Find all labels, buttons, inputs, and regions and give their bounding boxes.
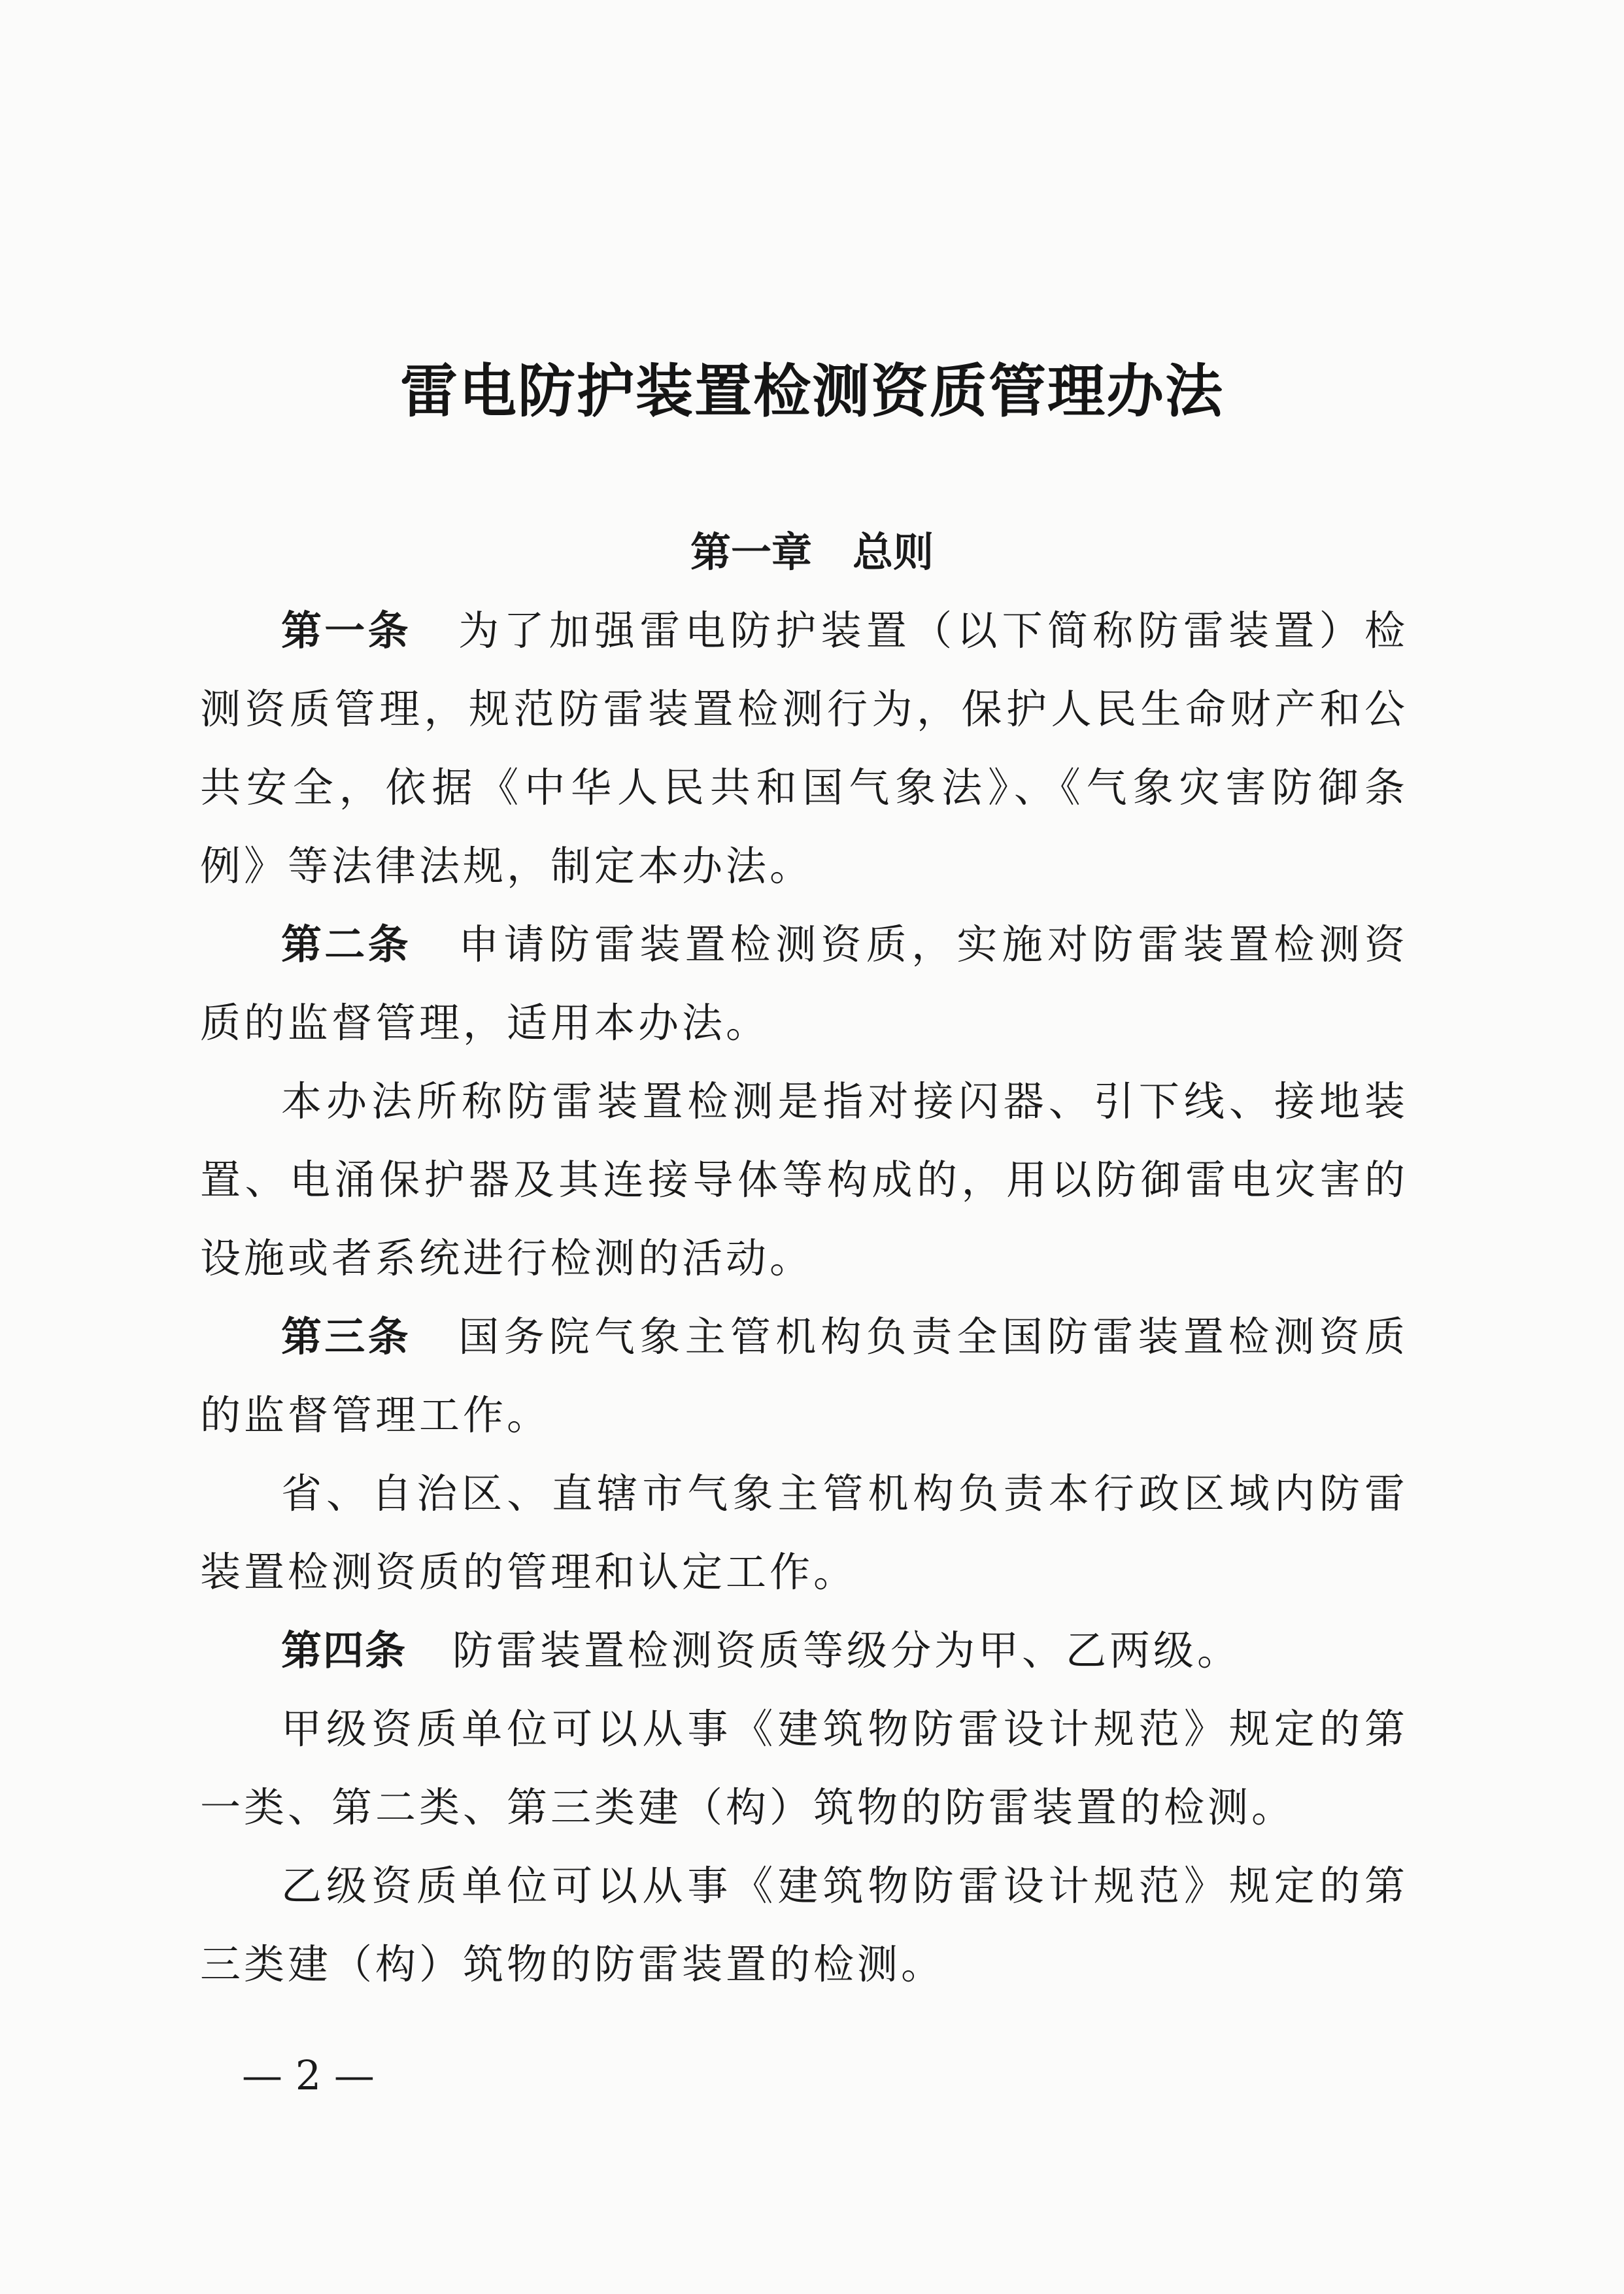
paragraph-8 [200,1847,1408,2004]
document-title: 雷电防护装置检测资质管理办法 [399,357,1224,425]
paragraph-1 [200,592,1408,905]
paragraph-6 [200,1611,1408,1690]
article-label: 第一条 [281,607,411,654]
paragraph-2 [200,905,1408,1062]
paragraph-3 [200,1062,1408,1298]
article-label: 第二条 [281,920,411,968]
chapter-heading: 第一章 总则 [690,528,934,576]
paragraph-text: 本办法所称防雷装置检测是指对接闪器、引下线、接地装置、电涌保护器及其连接导体等构成的，用以防御雷电灾害的设施或者系统进行检测的活动。 [200,1077,1408,1282]
paragraph-text: 国务院气象主管机构负责全国防雷装置检测资质的监督管理工作。 [200,1313,1408,1439]
paragraph-text: 乙级资质单位可以从事《建筑物防雷设计规范》规定的第三类建（构）筑物的防雷装置的检测。 [200,1862,1408,1988]
page-number: — 2 — [242,2051,375,2099]
paragraph-5 [200,1455,1408,1611]
paragraph-text: 为了加强雷电防护装置（以下简称防雷装置）检测资质管理，规范防雷装置检测行为，保护人民生命财产和公共安全，依据《中华人民共和国气象法》、《气象灾害防御条例》等法律法规，制定本办法。 [200,607,1408,890]
paragraph-text: 省、自治区、直辖市气象主管机构负责本行政区域内防雷装置检测资质的管理和认定工作。 [200,1470,1408,1596]
article-label: 第四条 [281,1627,407,1674]
article-label: 第三条 [281,1313,411,1360]
paragraph-text: 防雷装置检测资质等级分为甲、乙两级。 [452,1627,1242,1674]
paragraph-text: 甲级资质单位可以从事《建筑物防雷设计规范》规定的第一类、第二类、第三类建（构）筑物的防雷装置的检测。 [200,1705,1408,1831]
paragraph-text: 申请防雷装置检测资质，实施对防雷装置检测资质的监督管理，适用本办法。 [200,920,1408,1047]
paragraph-4 [200,1298,1408,1455]
paragraph-7 [200,1690,1408,1847]
document-body [200,592,1408,2004]
